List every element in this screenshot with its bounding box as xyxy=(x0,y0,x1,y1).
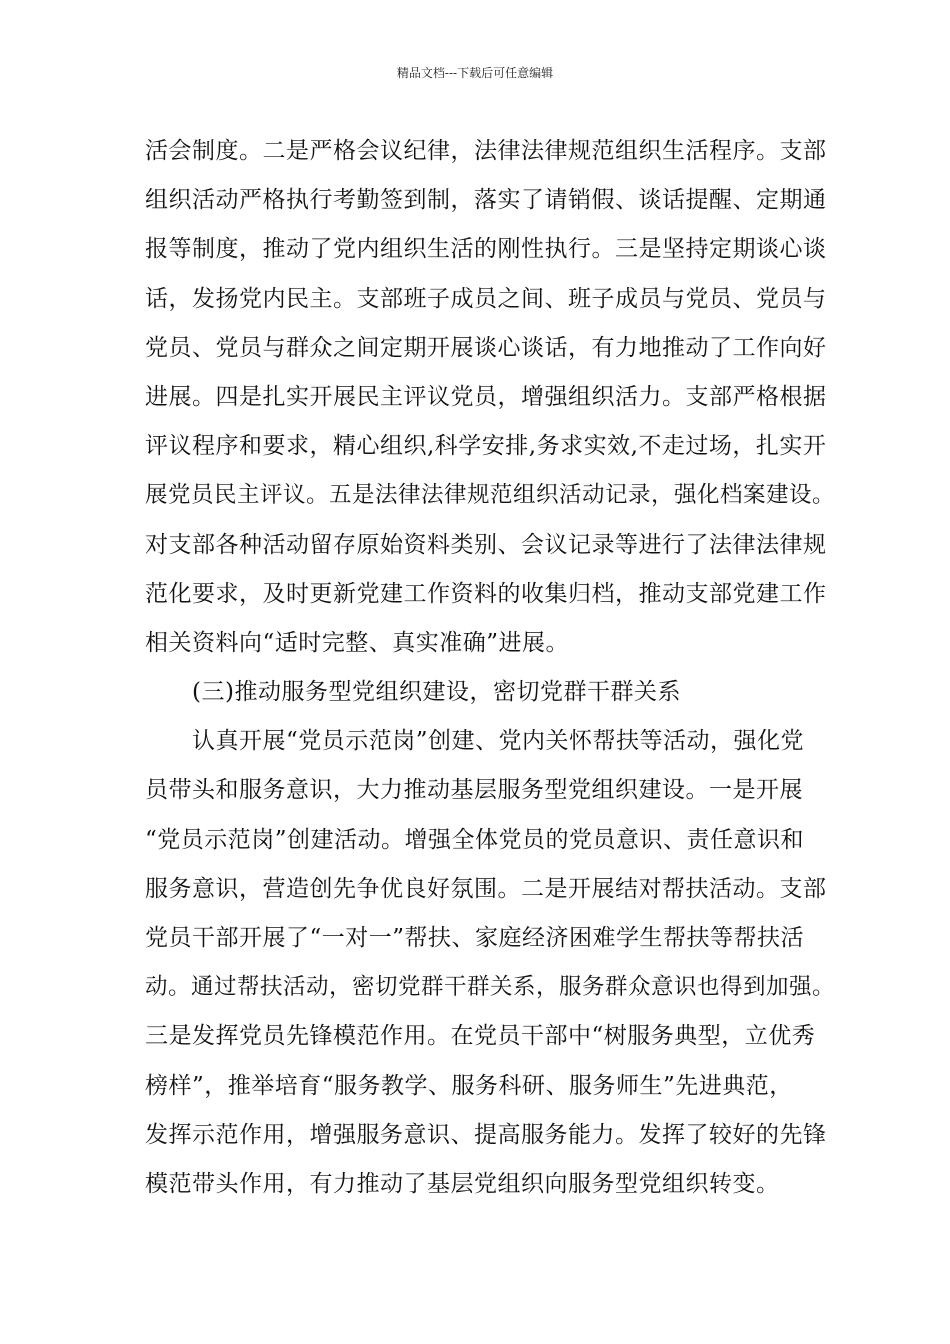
text-line: 展党员民主评议。五是法律法律规范组织活动记录，强化档案建设。 xyxy=(145,482,836,509)
text-line: 报等制度，推动了党内组织生活的刚性执行。三是坚持定期谈心谈 xyxy=(145,236,827,263)
text-line: 对支部各种活动留存原始资料类别、会议记录等进行了法律法律规 xyxy=(145,531,827,558)
page-header: 精品文档---下载后可任意编辑 xyxy=(396,66,554,80)
text-line: 员带头和服务意识，大力推动基层服务型党组织建设。一是开展 xyxy=(145,777,803,804)
text-line: 发挥示范作用，增强服务意识、提高服务能力。发挥了较好的先锋 xyxy=(145,1121,827,1148)
text-line: 范化要求，及时更新党建工作资料的收集归档，推动支部党建工作 xyxy=(145,580,827,607)
text-line: 相关资料向“适时完整、真实准确”进展。 xyxy=(145,629,570,656)
text-line: 榜样”，推举培育“服务教学、服务科研、服务师生”先进典范， xyxy=(145,1072,793,1099)
text-line: 评议程序和要求，精心组织,科学安排,务求实效,不走过场，扎实开 xyxy=(145,433,827,460)
text-line: 进展。四是扎实开展民主评议党员，增强组织活力。支部严格根据 xyxy=(145,383,827,410)
text-line: 话，发扬党内民主。支部班子成员之间、班子成员与党员、党员与 xyxy=(145,285,827,312)
text-line: 认真开展“党员示范岗”创建、党内关怀帮扶等活动，强化党 xyxy=(192,728,805,755)
body-text xyxy=(145,133,835,1215)
text-line: “党员示范岗”创建活动。增强全体党员的党员意识、责任意识和 xyxy=(145,826,805,853)
text-line: 动。通过帮扶活动，密切党群干群关系，服务群众意识也得到加强。 xyxy=(145,974,836,1001)
text-line: 模范带头作用，有力推动了基层党组织向服务型党组织转变。 xyxy=(145,1170,780,1197)
text-line: 活会制度。二是严格会议纪律，法律法律规范组织生活程序。支部 xyxy=(145,138,827,164)
text-line: 组织活动严格执行考勤签到制，落实了请销假、谈话提醒、定期通 xyxy=(145,187,827,214)
text-line: 三是发挥党员先锋模范作用。在党员干部中“树服务典型，立优秀 xyxy=(145,1023,816,1050)
text-line: (三)推动服务型党组织建设，密切党群干群关系 xyxy=(192,679,681,706)
text-line: 党员、党员与群众之间定期开展谈心谈话，有力地推动了工作向好 xyxy=(145,334,827,361)
text-line: 党员干部开展了“一对一”帮扶、家庭经济困难学生帮扶等帮扶活 xyxy=(145,925,805,951)
text-line: 服务意识，营造创先争优良好氛围。二是开展结对帮扶活动。支部 xyxy=(145,875,827,902)
